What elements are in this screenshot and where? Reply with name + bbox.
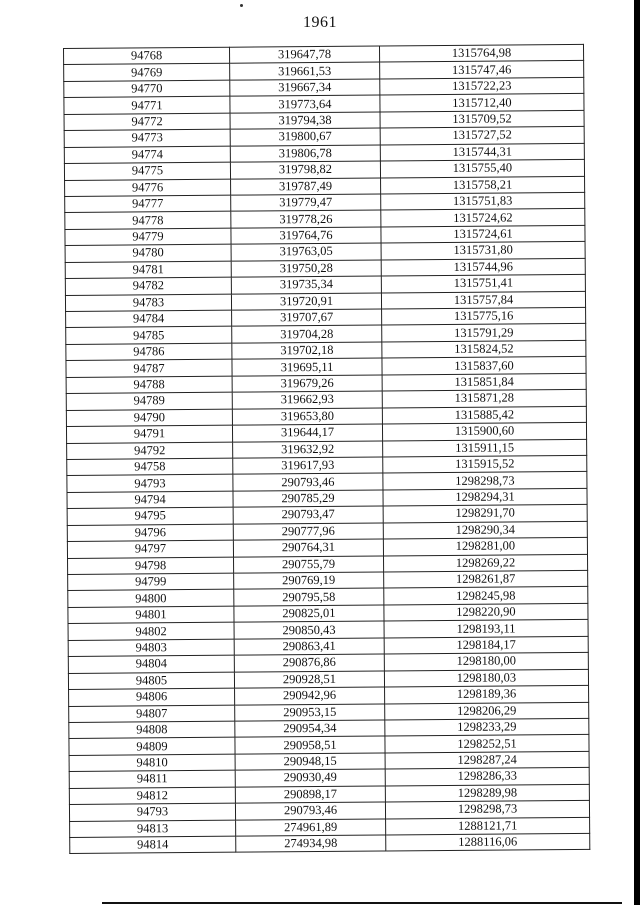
point-number-cell: 94787: [66, 359, 232, 377]
x-coordinate-cell: 290793,47: [233, 506, 383, 524]
y-coordinate-cell: 1315751,41: [381, 275, 585, 293]
point-number-cell: 94814: [70, 836, 236, 854]
point-number-cell: 94758: [67, 458, 233, 476]
point-number-cell: 94777: [65, 195, 231, 213]
y-coordinate-cell: 1315744,96: [381, 258, 585, 276]
x-coordinate-cell: 319617,93: [233, 457, 383, 475]
point-number-cell: 94811: [69, 770, 235, 788]
point-number-cell: 94783: [65, 294, 231, 312]
point-number-cell: 94772: [64, 113, 230, 131]
x-coordinate-cell: 319763,05: [231, 243, 381, 261]
point-number-cell: 94807: [69, 705, 235, 723]
x-coordinate-cell: 319794,38: [230, 112, 380, 130]
x-coordinate-cell: 319695,11: [232, 358, 382, 376]
y-coordinate-cell: 1315712,40: [380, 94, 584, 112]
x-coordinate-cell: 290793,46: [233, 473, 383, 491]
coordinates-table-body: [64, 44, 590, 853]
x-coordinate-cell: 319800,67: [230, 128, 380, 146]
coordinates-table-container: [63, 45, 584, 854]
x-coordinate-cell: 290795,58: [234, 588, 384, 606]
y-coordinate-cell: 1288121,71: [386, 817, 590, 835]
point-number-cell: 94809: [69, 738, 235, 756]
point-number-cell: 94780: [65, 244, 231, 262]
y-coordinate-cell: 1298298,73: [383, 472, 587, 490]
y-coordinate-cell: 1315915,52: [383, 455, 587, 473]
point-number-cell: 94773: [64, 129, 230, 147]
y-coordinate-cell: 1298290,34: [383, 521, 587, 539]
x-coordinate-cell: 290863,41: [234, 638, 384, 656]
point-number-cell: 94790: [66, 409, 232, 427]
y-coordinate-cell: 1315791,29: [382, 324, 586, 342]
point-number-cell: 94812: [69, 787, 235, 805]
point-number-cell: 94778: [65, 212, 231, 230]
y-coordinate-cell: 1315724,62: [381, 209, 585, 227]
x-coordinate-cell: 290898,17: [235, 786, 385, 804]
x-coordinate-cell: 290764,31: [233, 539, 383, 557]
y-coordinate-cell: 1298252,51: [385, 735, 589, 753]
scan-speck: [240, 4, 243, 7]
point-number-cell: 94803: [68, 639, 234, 657]
y-coordinate-cell: 1315709,52: [380, 110, 584, 128]
y-coordinate-cell: 1315885,42: [382, 406, 586, 424]
y-coordinate-cell: 1298245,98: [384, 587, 588, 605]
y-coordinate-cell: 1315900,60: [382, 422, 586, 440]
point-number-cell: 94806: [69, 688, 235, 706]
y-coordinate-cell: 1315744,31: [380, 143, 584, 161]
x-coordinate-cell: 290755,79: [234, 556, 384, 574]
y-coordinate-cell: 1298261,87: [384, 570, 588, 588]
point-number-cell: 94793: [69, 803, 235, 821]
x-coordinate-cell: 319707,67: [232, 309, 382, 327]
x-coordinate-cell: 319778,26: [231, 210, 381, 228]
y-coordinate-cell: 1298220,90: [384, 603, 588, 621]
x-coordinate-cell: 290777,96: [233, 523, 383, 541]
y-coordinate-cell: 1315751,83: [381, 192, 585, 210]
bottom-rule: [102, 902, 622, 904]
x-coordinate-cell: 290928,51: [234, 671, 384, 689]
point-number-cell: 94775: [64, 162, 230, 180]
y-coordinate-cell: 1298233,29: [385, 718, 589, 736]
y-coordinate-cell: 1298291,70: [383, 505, 587, 523]
x-coordinate-cell: 319704,28: [232, 325, 382, 343]
x-coordinate-cell: 290876,86: [234, 654, 384, 672]
x-coordinate-cell: 319764,76: [231, 227, 381, 245]
x-coordinate-cell: 290850,43: [234, 621, 384, 639]
x-coordinate-cell: 319661,53: [230, 62, 380, 80]
point-number-cell: 94774: [64, 146, 230, 164]
point-number-cell: 94801: [68, 606, 234, 624]
point-number-cell: 94789: [66, 392, 232, 410]
point-number-cell: 94791: [66, 425, 232, 443]
x-coordinate-cell: 319662,93: [232, 391, 382, 409]
y-coordinate-cell: 1298189,36: [385, 685, 589, 703]
point-number-cell: 94805: [68, 672, 234, 690]
y-coordinate-cell: 1298206,29: [385, 702, 589, 720]
x-coordinate-cell: 290785,29: [233, 490, 383, 508]
x-coordinate-cell: 274934,98: [236, 835, 386, 853]
y-coordinate-cell: 1298294,31: [383, 488, 587, 506]
x-coordinate-cell: 319679,26: [232, 375, 382, 393]
y-coordinate-cell: 1298184,17: [384, 636, 588, 654]
y-coordinate-cell: 1315758,21: [381, 176, 585, 194]
y-coordinate-cell: 1298180,00: [384, 653, 588, 671]
point-number-cell: 94800: [68, 590, 234, 608]
y-coordinate-cell: 1315731,80: [381, 242, 585, 260]
y-coordinate-cell: 1298193,11: [384, 620, 588, 638]
point-number-cell: 94784: [66, 310, 232, 328]
x-coordinate-cell: 319750,28: [231, 260, 381, 278]
y-coordinate-cell: 1315757,84: [381, 291, 585, 309]
page-number: 1961: [303, 14, 337, 31]
y-coordinate-cell: 1315911,15: [383, 439, 587, 457]
y-coordinate-cell: 1298269,22: [383, 554, 587, 572]
y-coordinate-cell: 1315775,16: [382, 307, 586, 325]
point-number-cell: 94770: [64, 80, 230, 98]
y-coordinate-cell: 1315724,61: [381, 225, 585, 243]
x-coordinate-cell: 319702,18: [232, 342, 382, 360]
y-coordinate-cell: 1288116,06: [386, 833, 590, 851]
point-number-cell: 94793: [67, 475, 233, 493]
x-coordinate-cell: 319806,78: [230, 145, 380, 163]
y-coordinate-cell: 1315755,40: [380, 159, 584, 177]
x-coordinate-cell: 290825,01: [234, 605, 384, 623]
x-coordinate-cell: 290958,51: [235, 736, 385, 754]
point-number-cell: 94781: [65, 261, 231, 279]
point-number-cell: 94797: [67, 540, 233, 558]
table-row: [70, 833, 590, 854]
x-coordinate-cell: 319798,82: [230, 161, 380, 179]
x-coordinate-cell: 319667,34: [230, 79, 380, 97]
y-coordinate-cell: 1315837,60: [382, 357, 586, 375]
x-coordinate-cell: 319653,80: [232, 408, 382, 426]
x-coordinate-cell: 319632,92: [233, 441, 383, 459]
y-coordinate-cell: 1298180,03: [384, 669, 588, 687]
point-number-cell: 94792: [67, 442, 233, 460]
y-coordinate-cell: 1298287,24: [385, 751, 589, 769]
y-coordinate-cell: 1298281,00: [383, 538, 587, 556]
point-number-cell: 94771: [64, 97, 230, 115]
y-coordinate-cell: 1315824,52: [382, 340, 586, 358]
x-coordinate-cell: 319779,47: [231, 194, 381, 212]
x-coordinate-cell: 274961,89: [236, 819, 386, 837]
coordinates-table: [63, 44, 590, 855]
point-number-cell: 94768: [64, 47, 230, 65]
y-coordinate-cell: 1315764,98: [379, 44, 583, 62]
x-coordinate-cell: 290930,49: [235, 769, 385, 787]
point-number-cell: 94808: [69, 721, 235, 739]
point-number-cell: 94810: [69, 754, 235, 772]
y-coordinate-cell: 1315747,46: [380, 61, 584, 79]
point-number-cell: 94782: [65, 277, 231, 295]
y-coordinate-cell: 1298298,73: [385, 801, 589, 819]
point-number-cell: 94813: [70, 820, 236, 838]
point-number-cell: 94788: [66, 376, 232, 394]
x-coordinate-cell: 290953,15: [235, 703, 385, 721]
point-number-cell: 94786: [66, 343, 232, 361]
y-coordinate-cell: 1315727,52: [380, 127, 584, 145]
point-number-cell: 94802: [68, 622, 234, 640]
x-coordinate-cell: 319720,91: [231, 293, 381, 311]
point-number-cell: 94779: [65, 228, 231, 246]
scan-edge: [634, 0, 640, 905]
point-number-cell: 94804: [68, 655, 234, 673]
point-number-cell: 94769: [64, 64, 230, 82]
point-number-cell: 94799: [68, 573, 234, 591]
y-coordinate-cell: 1315722,23: [380, 77, 584, 95]
x-coordinate-cell: 319647,78: [229, 46, 379, 64]
point-number-cell: 94796: [67, 524, 233, 542]
x-coordinate-cell: 290769,19: [234, 572, 384, 590]
x-coordinate-cell: 319644,17: [232, 424, 382, 442]
x-coordinate-cell: 290793,46: [235, 802, 385, 820]
x-coordinate-cell: 319735,34: [231, 276, 381, 294]
y-coordinate-cell: 1315871,28: [382, 390, 586, 408]
x-coordinate-cell: 319787,49: [231, 178, 381, 196]
point-number-cell: 94795: [67, 507, 233, 525]
point-number-cell: 94794: [67, 491, 233, 509]
x-coordinate-cell: 290954,34: [235, 720, 385, 738]
y-coordinate-cell: 1298286,33: [385, 768, 589, 786]
x-coordinate-cell: 290942,96: [235, 687, 385, 705]
point-number-cell: 94798: [68, 557, 234, 575]
y-coordinate-cell: 1315851,84: [382, 373, 586, 391]
x-coordinate-cell: 319773,64: [230, 95, 380, 113]
y-coordinate-cell: 1298289,98: [385, 784, 589, 802]
x-coordinate-cell: 290948,15: [235, 753, 385, 771]
point-number-cell: 94776: [65, 179, 231, 197]
point-number-cell: 94785: [66, 327, 232, 345]
